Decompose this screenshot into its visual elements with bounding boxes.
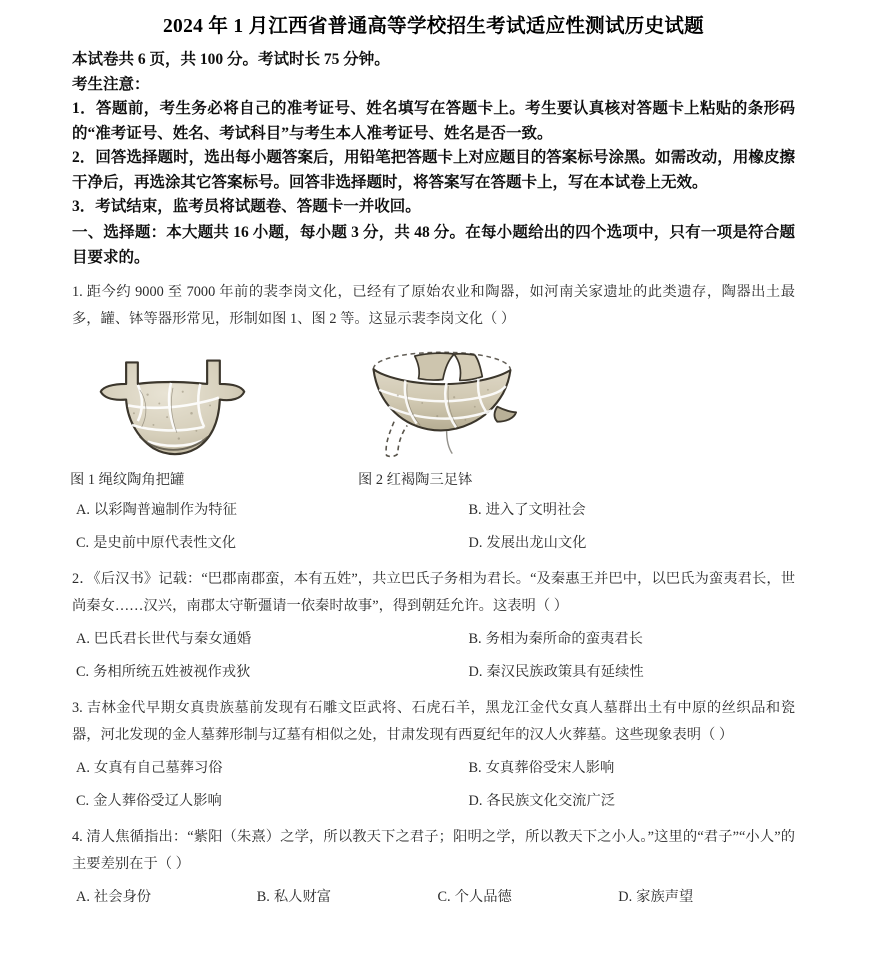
figure-1-caption: 图 1 绳纹陶角把罐 — [70, 471, 185, 488]
option-a-key: A. — [76, 501, 90, 518]
option-c[interactable] — [72, 788, 403, 815]
paper-info-line: 本试卷共 6 页，共 100 分。考试时长 75 分钟。 — [72, 51, 390, 68]
option-b[interactable] — [403, 497, 796, 524]
option-d-key: D. — [468, 792, 483, 809]
option-c-text: 个人品德 — [454, 888, 512, 905]
option-b-key: B. — [468, 630, 482, 647]
option-c-text: 金人葬俗受辽人影响 — [93, 792, 222, 809]
option-b[interactable] — [253, 884, 434, 911]
option-d-key: D. — [618, 888, 633, 905]
option-a-text: 巴氏君长世代与秦女通婚 — [93, 630, 252, 647]
question-3-options — [72, 755, 795, 815]
question-1-figures — [72, 341, 795, 491]
option-b[interactable] — [403, 626, 796, 653]
option-d[interactable] — [403, 530, 796, 557]
figure-2-caption: 图 2 红褐陶三足钵 — [358, 471, 473, 488]
option-c-text: 务相所统五姓被视作戎狄 — [93, 663, 251, 680]
option-a-key: A. — [76, 630, 90, 647]
question-1-stem: 1. 距今约 9000 至 7000 年前的裴李岗文化，已经有了原始农业和陶器，如河南关家遗址的此类遗存，陶器出土最多，罐、钵等器形常见，形制如图 1、图 2 等。这显示裴李岗文化（ ） — [72, 283, 795, 327]
option-c[interactable] — [434, 884, 615, 911]
option-c-text: 是史前中原代表性文化 — [93, 534, 237, 551]
question-3 — [72, 695, 795, 815]
option-b[interactable] — [403, 755, 796, 782]
option-d-text: 各民族文化交流广泛 — [486, 792, 616, 809]
section-heading-multiple-choice: 一、选择题：本大题共 16 小题，每小题 3 分，共 48 分。在每小题给出的四个选项中，只有一项是符合题目要求的。 — [72, 223, 795, 266]
option-a[interactable] — [72, 497, 403, 524]
reddish-brown-pottery-tripod-bowl-icon — [352, 341, 530, 463]
option-a-text: 女真有自己墓葬习俗 — [93, 759, 223, 776]
question-2 — [72, 566, 795, 686]
option-a[interactable] — [72, 884, 253, 911]
option-d-text: 发展出龙山文化 — [486, 534, 587, 551]
question-4-options — [72, 884, 795, 911]
option-d[interactable] — [614, 884, 795, 911]
option-a-text: 社会身份 — [93, 888, 152, 905]
option-b-key: B. — [256, 888, 270, 905]
figure-1 — [70, 341, 256, 491]
option-c-key: C. — [76, 534, 90, 551]
option-row — [72, 659, 795, 686]
option-b-text: 私人财富 — [273, 888, 332, 905]
notice-item-1: 1．答题前，考生务必将自己的准考证号、姓名填写在答题卡上。考生要认真核对答题卡上粘贴的条形码的“准考证号、姓名、考试科目”与考生本人准考证号、姓名是否一致。 — [72, 100, 795, 142]
notice-item-3: 3．考试结束，监考员将试题卷、答题卡一并收回。 — [72, 198, 421, 215]
option-b-key: B. — [468, 759, 482, 776]
option-b-text: 女真葬俗受宋人影响 — [485, 759, 615, 776]
option-a[interactable] — [72, 755, 403, 782]
option-d[interactable] — [403, 788, 796, 815]
option-row — [72, 626, 795, 653]
option-a-key: A. — [76, 759, 90, 776]
question-4-stem: 4. 清人焦循指出：“紫阳（朱熹）之学，所以教天下之君子；阳明之学，所以教天下之小人。”这里的“君子”“小人”的主要差别在于（ ） — [72, 828, 795, 872]
option-d-key: D. — [468, 534, 483, 551]
option-row — [72, 497, 795, 524]
option-d-text: 秦汉民族政策具有延续性 — [486, 663, 644, 680]
question-1 — [72, 279, 795, 557]
option-b-text: 务相为秦所命的蛮夷君长 — [485, 630, 643, 647]
option-d-text: 家族声望 — [636, 888, 694, 905]
option-c-key: C. — [76, 792, 90, 809]
notice-item-2: 2．回答选择题时，选出每小题答案后，用铅笔把答题卡上对应题目的答案标号涂黑。如需改动，用橡皮擦干净后，再选涂其它答案标号。回答非选择题时，将答案写在答题卡上，写在本试卷上无效。 — [72, 149, 795, 191]
question-1-options — [72, 497, 795, 557]
corded-pottery-horn-handled-jar-icon — [88, 341, 256, 463]
page-title: 2024 年 1 月江西省普通高等学校招生考试适应性测试历史试题 — [163, 16, 704, 37]
figure-2 — [352, 341, 530, 491]
option-a[interactable] — [72, 626, 403, 653]
option-c[interactable] — [72, 659, 403, 686]
option-d[interactable] — [403, 659, 796, 686]
option-c-key: C. — [76, 663, 90, 680]
candidate-notice-label: 考生注意： — [72, 75, 150, 93]
option-row — [72, 755, 795, 782]
option-row — [72, 884, 795, 911]
option-a-key: A. — [76, 888, 90, 905]
option-row — [72, 788, 795, 815]
option-row — [72, 530, 795, 557]
option-b-key: B. — [468, 501, 482, 518]
question-4 — [72, 824, 795, 911]
option-c[interactable] — [72, 530, 403, 557]
question-2-options — [72, 626, 795, 686]
option-d-key: D. — [468, 663, 483, 680]
option-b-text: 进入了文明社会 — [485, 501, 586, 518]
question-3-stem: 3. 吉林金代早期女真贵族墓前发现有石雕文臣武将、石虎石羊，黑龙江金代女真人墓群出土有中原的丝织品和瓷器，河北发现的金人墓葬形制与辽墓有相似之处，甘肃发现有西夏纪年的汉人火葬墓。这些现象表明（ ） — [72, 699, 795, 743]
question-2-stem: 2．《后汉书》记载：“巴郡南郡蛮，本有五姓”，共立巴氏子务相为君长。“及秦惠王并巴中，以巴氏为蛮夷君长，世尚秦女……汉兴，南郡太守靳彊请一依秦时故事”，得到朝廷允许。这表明（ ） — [72, 570, 795, 614]
option-a-text: 以彩陶普遍制作为特征 — [93, 501, 237, 518]
option-c-key: C. — [437, 888, 451, 905]
